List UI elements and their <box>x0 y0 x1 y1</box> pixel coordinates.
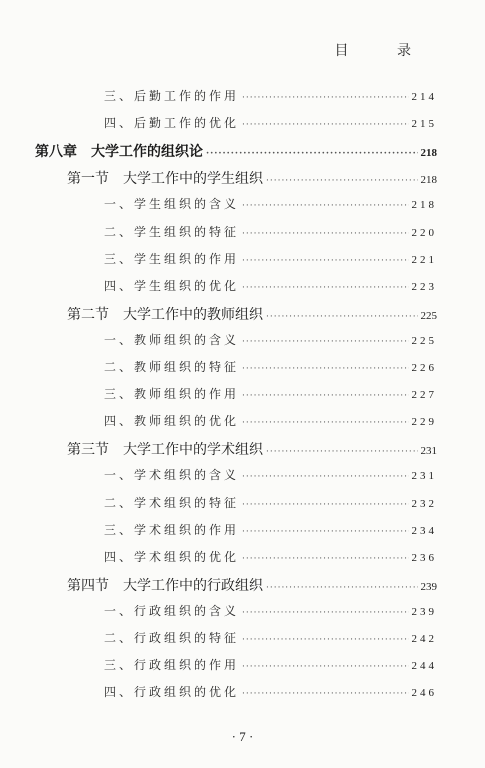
dot-leader <box>242 391 408 401</box>
toc-entry-title: 四、后勤工作的优化 <box>104 116 240 130</box>
toc-entry-item <box>104 277 437 299</box>
dot-leader <box>242 93 408 103</box>
toc-entry-page: 227 <box>411 389 437 401</box>
toc-entry-page: 244 <box>411 660 437 672</box>
toc-entry-title: 三、学生组织的作用 <box>104 252 240 266</box>
toc-entry-page: 220 <box>411 227 437 239</box>
toc-entry-item <box>104 521 437 543</box>
toc-entry-page: 239 <box>420 581 437 593</box>
dot-leader <box>266 447 418 457</box>
toc-entry-chapter <box>35 141 437 163</box>
toc-entry-title: 二、行政组织的特征 <box>104 631 240 645</box>
toc-entry-page: 242 <box>411 633 437 645</box>
dot-leader <box>242 472 408 482</box>
toc-entry-page: 226 <box>411 362 437 374</box>
toc-entry-title: 第四节 大学工作中的行政组织 <box>67 578 263 594</box>
toc-entry-title: 三、学术组织的作用 <box>104 523 240 537</box>
toc-entry-item <box>104 385 437 407</box>
toc-entry-title: 四、行政组织的优化 <box>104 685 240 699</box>
toc-entry-item <box>104 195 437 217</box>
dot-leader <box>242 418 408 428</box>
running-header: 目 录 <box>334 43 433 59</box>
dot-leader <box>242 337 408 347</box>
toc-entry-page: 225 <box>420 310 437 322</box>
toc-entry-item <box>104 656 437 678</box>
dot-leader <box>266 583 418 593</box>
toc-entry-item <box>104 223 437 245</box>
toc-entry-section <box>67 304 437 326</box>
toc-entry-title: 四、学生组织的优化 <box>104 279 240 293</box>
toc-entry-item <box>104 331 437 353</box>
toc-entry-page: 246 <box>411 687 437 699</box>
toc-entry-title: 一、行政组织的含义 <box>104 604 240 618</box>
toc-entry-page: 214 <box>411 91 437 103</box>
dot-leader <box>242 554 408 564</box>
dot-leader <box>242 364 408 374</box>
toc-entry-title: 一、教师组织的含义 <box>104 333 240 347</box>
toc-entry-page: 232 <box>411 498 437 510</box>
toc-entry-item <box>104 548 437 570</box>
dot-leader <box>242 689 408 699</box>
toc-entry-page: 215 <box>411 118 437 130</box>
toc-entry-item <box>104 629 437 651</box>
toc-entry-item <box>104 250 437 272</box>
toc-entry-section <box>67 168 437 190</box>
toc-entry-item <box>104 412 437 434</box>
toc-entry-title: 三、行政组织的作用 <box>104 658 240 672</box>
toc-entry-page: 239 <box>411 606 437 618</box>
toc-entry-title: 一、学生组织的含义 <box>104 197 240 211</box>
toc-entry-item <box>104 114 437 136</box>
toc-entry-page: 218 <box>420 174 437 186</box>
dot-leader <box>242 283 408 293</box>
toc-entry-title: 第三节 大学工作中的学术组织 <box>67 442 263 458</box>
toc-entry-page: 231 <box>420 445 437 457</box>
dot-leader <box>242 635 408 645</box>
toc-entry-title: 第二节 大学工作中的教师组织 <box>67 307 263 323</box>
toc-entry-item <box>104 494 437 516</box>
toc-entry-section <box>67 575 437 597</box>
toc-entry-title: 四、学术组织的优化 <box>104 550 240 564</box>
toc-entry-item <box>104 358 437 380</box>
toc-entry-item <box>104 602 437 624</box>
toc-entry-item <box>104 683 437 705</box>
toc-entry-title: 三、后勤工作的作用 <box>104 89 240 103</box>
toc-entry-page: 231 <box>411 470 437 482</box>
toc-entry-page: 221 <box>411 254 437 266</box>
toc-entry-title: 第八章 大学工作的组织论 <box>35 144 203 160</box>
dot-leader <box>266 312 418 322</box>
dot-leader <box>242 662 408 672</box>
dot-leader <box>206 149 418 159</box>
toc-entry-page: 229 <box>411 416 437 428</box>
toc-entry-page: 223 <box>411 281 437 293</box>
toc-entry-title: 一、学术组织的含义 <box>104 468 240 482</box>
dot-leader <box>242 608 408 618</box>
toc-entry-page: 218 <box>411 199 437 211</box>
toc-entry-title: 三、教师组织的作用 <box>104 387 240 401</box>
toc-entry-page: 218 <box>420 147 437 159</box>
dot-leader <box>242 256 408 266</box>
toc-entry-item <box>104 87 437 109</box>
toc-entry-page: 236 <box>411 552 437 564</box>
dot-leader <box>242 527 408 537</box>
page-number: · 7 · <box>231 729 254 744</box>
dot-leader <box>242 229 408 239</box>
toc-entry-title: 四、教师组织的优化 <box>104 414 240 428</box>
dot-leader <box>266 176 418 186</box>
toc-entry-page: 225 <box>411 335 437 347</box>
toc-entry-title: 二、教师组织的特征 <box>104 360 240 374</box>
dot-leader <box>242 120 408 130</box>
toc-entry-page: 234 <box>411 525 437 537</box>
toc-entry-title: 二、学生组织的特征 <box>104 225 240 239</box>
toc-entry-item <box>104 466 437 488</box>
dot-leader <box>242 500 408 510</box>
dot-leader <box>242 201 408 211</box>
toc-entry-title: 第一节 大学工作中的学生组织 <box>67 171 263 187</box>
toc-entry-section <box>67 439 437 461</box>
toc-entry-title: 二、学术组织的特征 <box>104 496 240 510</box>
